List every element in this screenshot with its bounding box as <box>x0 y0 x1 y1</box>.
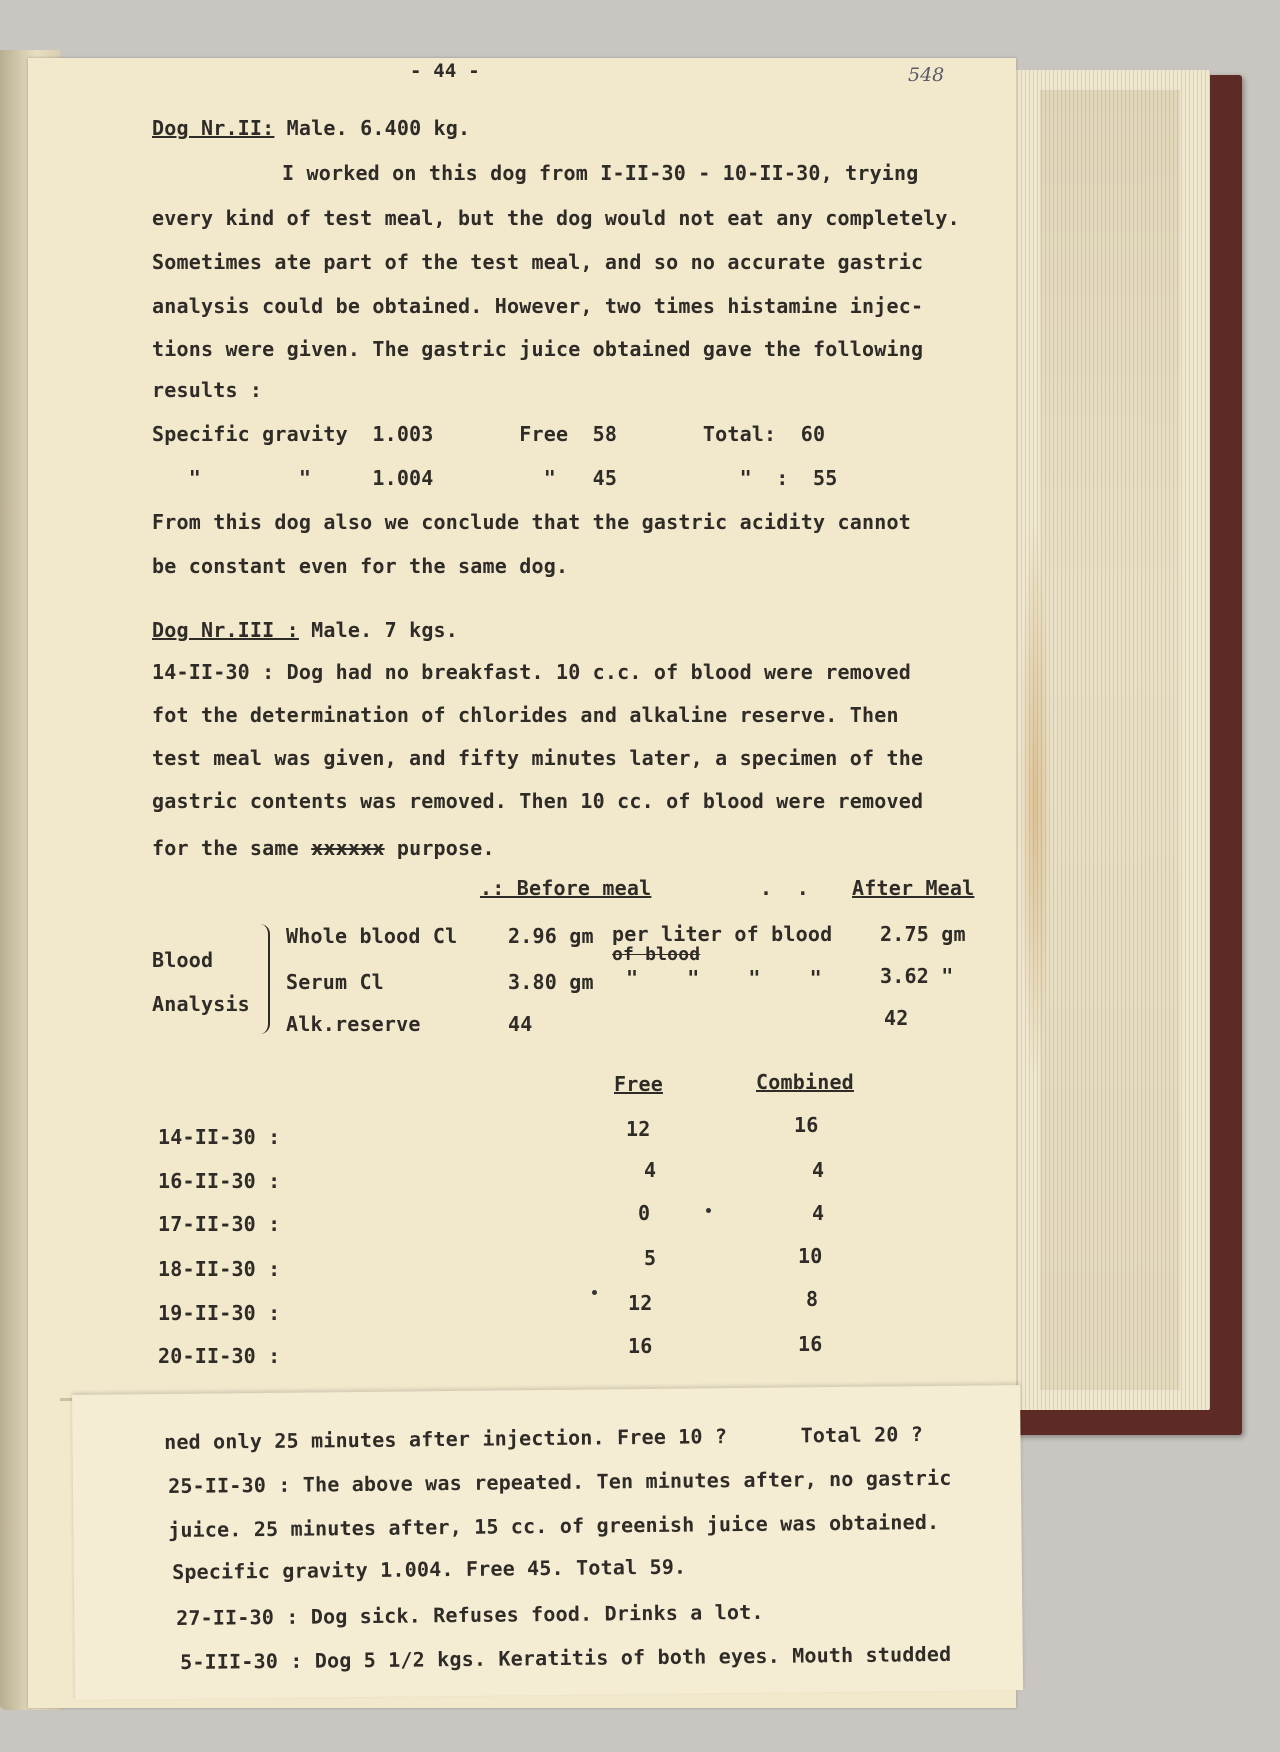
acidity-row-date: 16-II-30 : <box>158 1169 281 1193</box>
dog2-paragraph-line: every kind of test meal, but the dog would not eat any completely. <box>152 206 960 230</box>
note-line: juice. 25 minutes after, 15 cc. of greenish juice was obtained. <box>168 1509 940 1542</box>
blood-row-struck-note: of blood <box>612 944 701 965</box>
acidity-row-combined: 4 <box>812 1158 825 1182</box>
note-line: 27-II-30 : Dog sick. Refuses food. Drinks a lot. <box>176 1599 764 1630</box>
dog2-results-row: Specific gravity 1.003 Free 58 Total: 60 <box>152 422 826 446</box>
acidity-row-combined: 4 <box>812 1201 825 1225</box>
note-line: 5-III-30 : Dog 5 1/2 kgs. Keratitis of both eyes. Mouth studded <box>180 1641 952 1674</box>
acidity-row-date: 18-II-30 : <box>158 1257 281 1281</box>
dog3-paragraph-line: gastric contents was removed. Then 10 cc. of blood were removed <box>152 789 924 813</box>
blood-row-label: Serum Cl <box>286 970 384 994</box>
acidity-row-free: 12 <box>626 1117 651 1141</box>
page-number: - 44 - <box>410 60 480 82</box>
acidity-row-free: 16 <box>628 1334 653 1358</box>
acidity-col-combined: Combined <box>756 1070 854 1094</box>
blood-table-header-after: After Meal <box>852 876 975 900</box>
handwritten-folio-number: 548 <box>908 64 945 86</box>
acidity-row-free: 12 <box>628 1291 653 1315</box>
blood-row-after: 2.75 gm <box>880 922 966 946</box>
dog2-results-row: " " 1.004 " 45 " : 55 <box>152 466 838 490</box>
acidity-row-date: 20-II-30 : <box>158 1344 281 1368</box>
acidity-row-combined: 10 <box>798 1244 823 1268</box>
blood-row-label: Alk.reserve <box>286 1012 421 1036</box>
dog3-paragraph-line: 14-II-30 : Dog had no breakfast. 10 c.c. of blood were removed <box>152 660 911 684</box>
dog2-heading: Dog Nr.II: Male. 6.400 kg. <box>152 116 471 140</box>
dog2-paragraph-line: analysis could be obtained. However, two times histamine injec- <box>152 294 924 318</box>
acidity-row-free: 5 <box>644 1246 657 1270</box>
dog3-heading: Dog Nr.III : Male. 7 kgs. <box>152 618 459 642</box>
acidity-row-combined: 16 <box>794 1113 819 1137</box>
dog3-paragraph-last-line: for the same xxxxxx purpose. <box>152 836 495 860</box>
note-line: ned only 25 minutes after injection. Free 10 ? Total 20 ? <box>164 1422 924 1454</box>
blood-group-label: Blood <box>152 948 214 972</box>
blood-row-after: 42 <box>884 1006 909 1030</box>
blood-row-before: 3.80 gm <box>508 970 594 994</box>
acidity-row-combined: 8 <box>806 1287 819 1311</box>
acidity-row-free: 4 <box>644 1158 657 1182</box>
note-line: 25-II-30 : The above was repeated. Ten minutes after, no gastric <box>168 1465 952 1498</box>
dog2-conclusion-line: From this dog also we conclude that the gastric acidity cannot <box>152 510 911 534</box>
blood-group-label: Analysis <box>152 992 250 1016</box>
blood-row-label: Whole blood Cl <box>286 924 458 948</box>
dog3-paragraph-line: test meal was given, and fifty minutes later, a specimen of the <box>152 746 924 770</box>
dog2-paragraph-line: I worked on this dog from I-II-30 - 10-II-30, trying <box>282 161 919 185</box>
acidity-row-date: 19-II-30 : <box>158 1301 281 1325</box>
blood-row-unit: " " " " <box>626 966 822 990</box>
blood-table-header-dots: . . <box>760 876 809 900</box>
acidity-row-free: 0 <box>638 1201 651 1225</box>
blood-table-header-before: .: Before meal <box>480 876 652 900</box>
dog2-paragraph-line: results : <box>152 378 263 402</box>
blood-row-before: 2.96 gm <box>508 924 594 948</box>
blood-row-before: 44 <box>508 1012 533 1036</box>
dog2-paragraph-line: tions were given. The gastric juice obtained gave the following <box>152 337 924 361</box>
dog3-paragraph-line: fot the determination of chlorides and alkaline reserve. Then <box>152 703 899 727</box>
blood-row-after: 3.62 " <box>880 964 954 988</box>
bracket <box>258 924 270 1034</box>
dog2-conclusion-line: be constant even for the same dog. <box>152 554 569 578</box>
dog2-paragraph-line: Sometimes ate part of the test meal, and so no accurate gastric <box>152 250 924 274</box>
acidity-col-free: Free <box>614 1072 663 1096</box>
blood-row-unit: per liter of blood <box>612 922 833 946</box>
note-line: Specific gravity 1.004. Free 45. Total 59. <box>172 1554 687 1584</box>
water-stain <box>1020 520 1050 1080</box>
acidity-row-combined: 16 <box>798 1332 823 1356</box>
acidity-row-date: 14-II-30 : <box>158 1125 281 1149</box>
acidity-row-date: 17-II-30 : <box>158 1212 281 1236</box>
